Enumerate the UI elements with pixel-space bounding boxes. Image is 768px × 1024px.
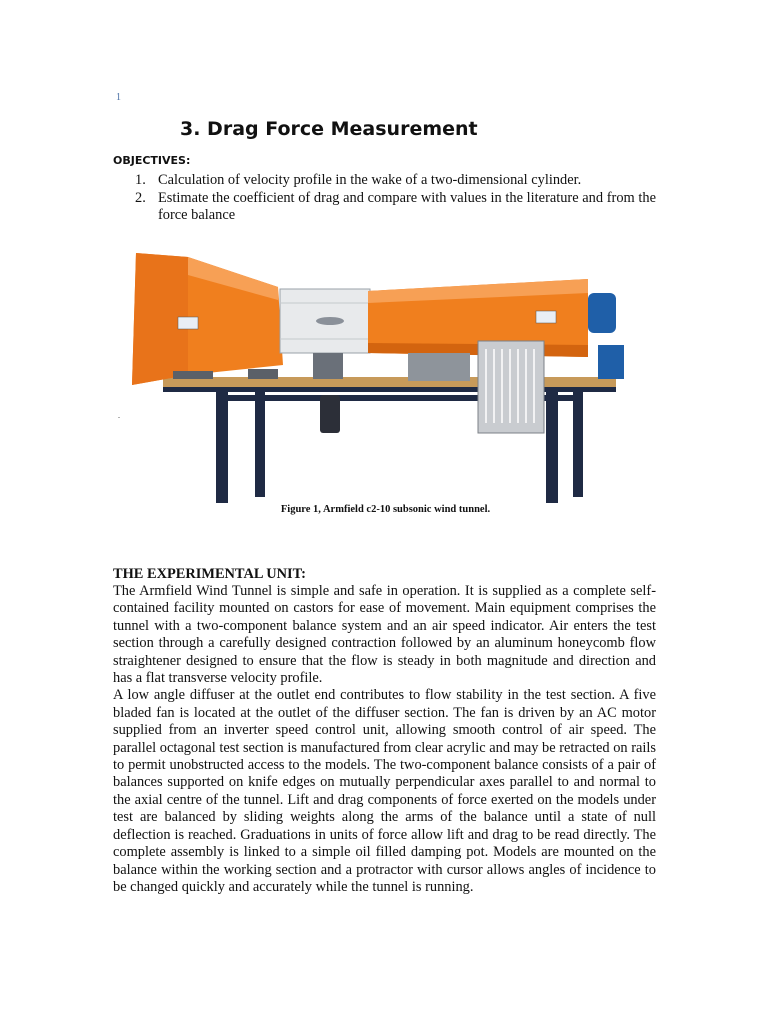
- body-paragraph: A low angle diffuser at the outlet end contributes to flow stability in the test section. A five bladed fan is located at the outlet of the diffuser section. The fan is driven by an AC motor supplied from an inverter speed control unit, allowing smooth control of air speed. The parallel octagonal test section is manufactured from clear acrylic and may be retracted on rails to permit unobstructed access to the models. The two-component balance consists of a pair of balances supported on knife edges on mutually perpendicular axes parallel to and normal to the axial centre of the tunnel. Lift and drag components of force exerted on the models under test are balanced by sliding weights along the arms of the balance until a state of null deflection is reached. Graduations in units of force allow lift and drag to be read directly. The complete assembly is linked to a simple oil filled damping pot. Models are mounted on the balance within the working section and a protractor with cursor allows angles of incidence to be changed quickly and accurately while the tunnel is running.: [113, 687, 656, 895]
- table-leg: [573, 385, 583, 497]
- objective-item: [113, 190, 656, 225]
- objectives-heading: OBJECTIVES:: [113, 154, 191, 167]
- experimental-unit-heading: THE EXPERIMENTAL UNIT:: [113, 566, 306, 582]
- figure-caption: [0, 504, 768, 515]
- body-paragraph: The Armfield Wind Tunnel is simple and safe in operation. It is supplied as a complete self-contained facility mounted on castors for ease of movement. Main equipment comprises the tunnel with a two-component balance system and an air speed indicator. Air enters the test section through a carefully designed contraction followed by an aluminum honeycomb flow straightener designed to ensure that the flow is steady in both magnitude and direction and has a flat transverse velocity profile.: [113, 583, 656, 687]
- balance-unit: [408, 353, 470, 381]
- wind-tunnel-figure: [118, 245, 628, 507]
- objective-number: 1.: [135, 172, 146, 188]
- table-leg: [255, 385, 265, 497]
- page-title: 3. Drag Force Measurement: [180, 118, 478, 140]
- stray-mark: .: [118, 411, 120, 420]
- objective-text: Estimate the coefficient of drag and compare with values in the literature and from the force balance: [158, 189, 656, 223]
- objective-number: 2.: [135, 189, 146, 206]
- figure-caption-text: Figure 1, Armfield c2-10 subsonic wind tunnel.: [280, 504, 491, 515]
- info-plate: [536, 311, 556, 323]
- model-support: [313, 353, 343, 379]
- rail-clamp: [248, 369, 278, 379]
- motor: [588, 293, 616, 333]
- objective-item: [113, 172, 656, 190]
- experimental-unit-body: [113, 583, 656, 896]
- table-leg: [216, 385, 228, 503]
- table-leg: [546, 385, 558, 503]
- wind-tunnel-illustration: [118, 245, 628, 507]
- objectives-list: [113, 172, 656, 225]
- objective-text: Calculation of velocity profile in the wake of a two-dimensional cylinder.: [158, 172, 582, 188]
- rail-clamp: [173, 371, 213, 379]
- page-number: 1: [116, 92, 121, 103]
- table-edge: [163, 387, 616, 392]
- damping-pot: [320, 395, 340, 433]
- info-plate: [178, 317, 198, 329]
- motor-housing: [598, 345, 624, 379]
- aerofoil-model: [316, 317, 344, 325]
